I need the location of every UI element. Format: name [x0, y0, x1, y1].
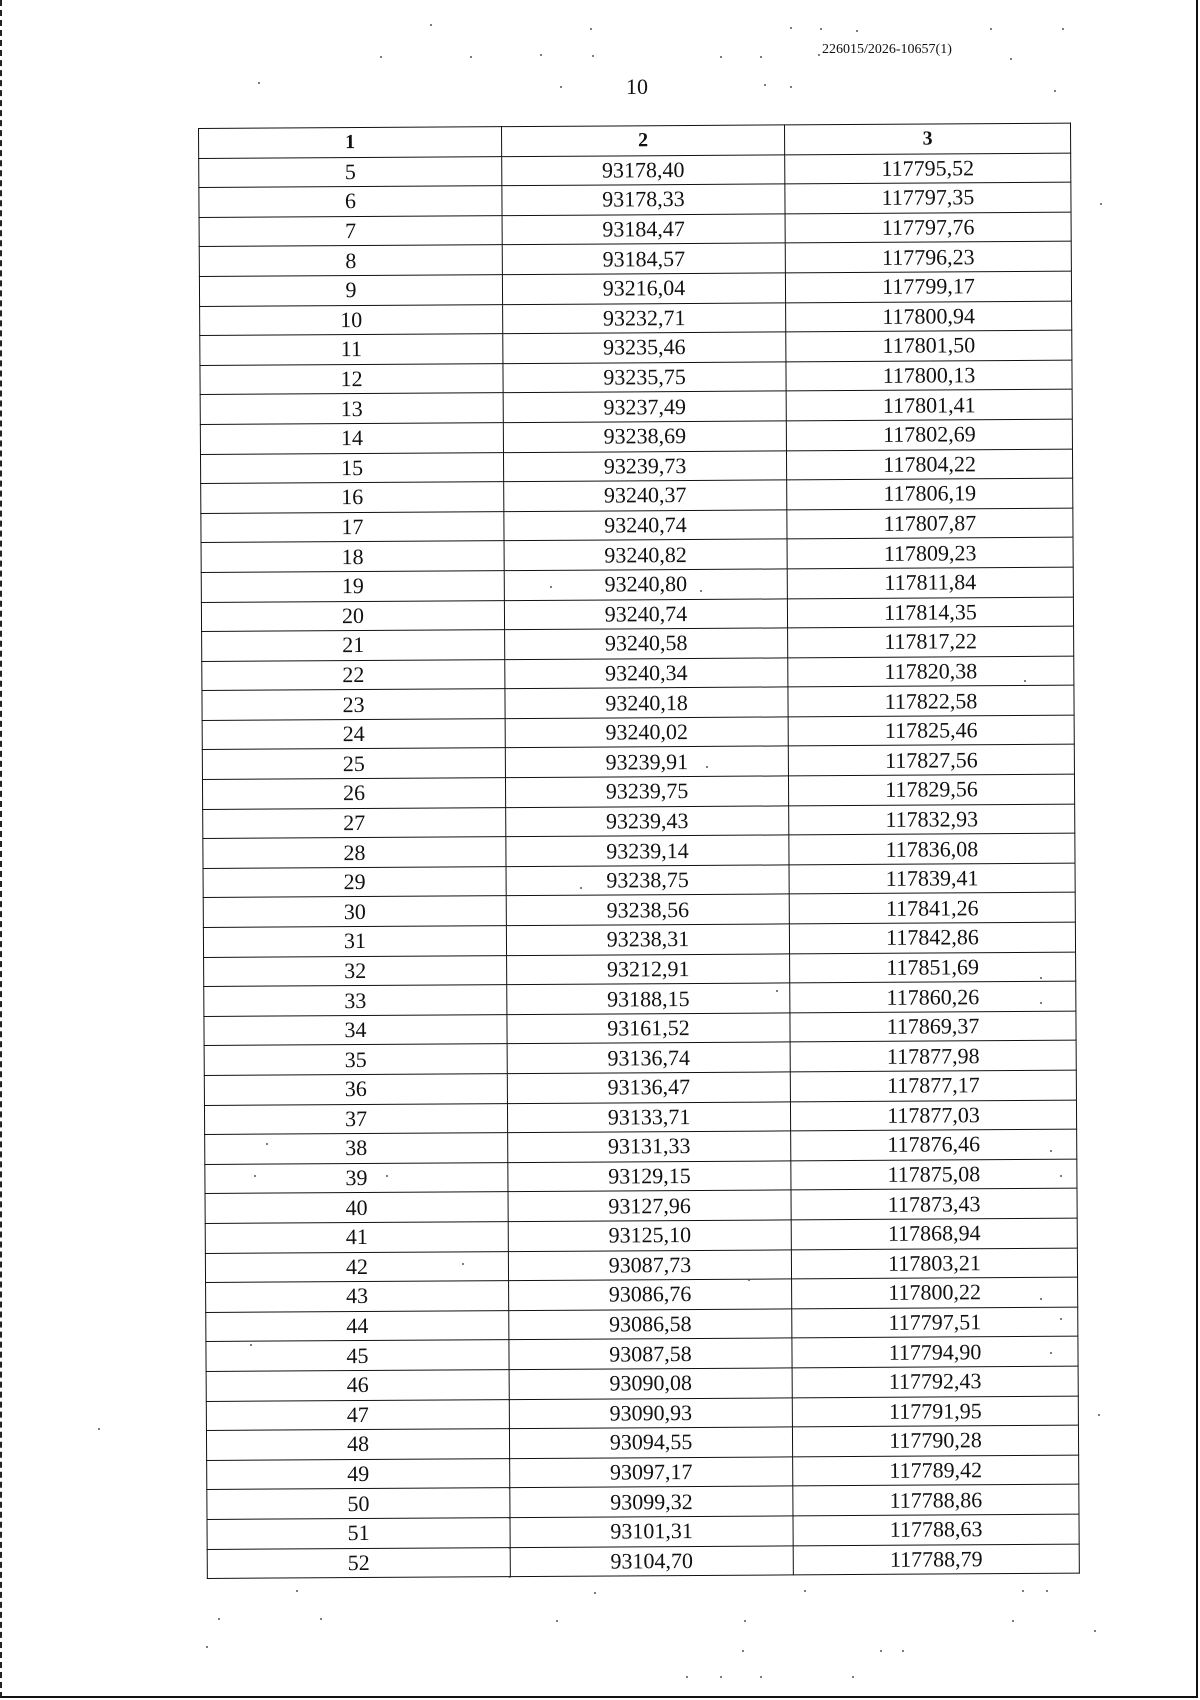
cell-x-coordinate: 93133,71	[507, 1101, 790, 1132]
cell-y-coordinate: 117832,93	[789, 804, 1075, 835]
speck	[594, 1592, 596, 1594]
speck	[470, 56, 472, 58]
cell-point-number: 28	[203, 837, 506, 868]
cell-y-coordinate: 117841,26	[789, 893, 1075, 924]
cell-x-coordinate: 93087,58	[509, 1338, 792, 1369]
cell-y-coordinate: 117797,51	[792, 1307, 1078, 1338]
cell-x-coordinate: 93216,04	[502, 273, 785, 304]
cell-point-number: 47	[206, 1399, 509, 1430]
cell-point-number: 9	[199, 275, 502, 306]
cell-x-coordinate: 93235,46	[503, 332, 786, 363]
speck	[790, 27, 792, 29]
cell-y-coordinate: 117877,03	[790, 1100, 1076, 1131]
cell-y-coordinate: 117825,46	[788, 715, 1074, 746]
cell-point-number: 44	[206, 1310, 509, 1341]
cell-x-coordinate: 93239,43	[506, 806, 789, 837]
cell-x-coordinate: 93240,34	[505, 658, 788, 689]
cell-y-coordinate: 117869,37	[790, 1011, 1076, 1042]
cell-y-coordinate: 117877,17	[790, 1070, 1076, 1101]
speck	[1012, 1620, 1014, 1622]
table-row	[207, 1544, 1079, 1579]
cell-point-number: 22	[202, 659, 505, 690]
page-number: 10	[626, 74, 648, 99]
cell-y-coordinate: 117822,58	[788, 685, 1074, 716]
speck	[818, 54, 820, 56]
cell-x-coordinate: 93188,15	[507, 983, 790, 1014]
cell-x-coordinate: 93235,75	[503, 362, 786, 393]
cell-x-coordinate: 93240,02	[505, 717, 788, 748]
speck	[462, 1263, 464, 1265]
speck	[1060, 1175, 1062, 1177]
cell-x-coordinate: 93087,73	[508, 1249, 791, 1280]
speck	[250, 1344, 252, 1346]
cell-x-coordinate: 93212,91	[507, 954, 790, 985]
speck	[748, 1279, 750, 1281]
cell-y-coordinate: 117796,23	[785, 242, 1071, 273]
speck	[540, 54, 542, 56]
speck	[744, 1620, 746, 1622]
cell-point-number: 11	[200, 334, 503, 365]
cell-point-number: 20	[201, 600, 504, 631]
cell-y-coordinate: 117800,22	[792, 1277, 1078, 1308]
speck	[742, 1650, 744, 1652]
cell-point-number: 50	[207, 1488, 510, 1519]
cell-x-coordinate: 93129,15	[508, 1161, 791, 1192]
speck	[1024, 680, 1026, 682]
cell-point-number: 7	[199, 215, 502, 246]
speck	[820, 28, 822, 30]
speck	[700, 590, 702, 592]
cell-x-coordinate: 93094,55	[509, 1427, 792, 1458]
cell-point-number: 17	[201, 511, 504, 542]
cell-y-coordinate: 117829,56	[788, 774, 1074, 805]
cell-y-coordinate: 117876,46	[791, 1129, 1077, 1160]
speck	[856, 30, 858, 32]
cell-y-coordinate: 117803,21	[791, 1248, 1077, 1279]
cell-x-coordinate: 93232,71	[503, 302, 786, 333]
cell-x-coordinate: 93178,40	[502, 155, 785, 186]
cell-x-coordinate: 93086,58	[509, 1309, 792, 1340]
speck	[98, 1428, 100, 1430]
cell-x-coordinate: 93136,74	[507, 1042, 790, 1073]
cell-x-coordinate: 93239,73	[503, 450, 786, 481]
cell-y-coordinate: 117809,23	[787, 537, 1073, 568]
cell-x-coordinate: 93240,82	[504, 539, 787, 570]
cell-point-number: 18	[201, 541, 504, 572]
speck	[320, 1618, 322, 1620]
speck	[1046, 1590, 1048, 1592]
cell-point-number: 45	[206, 1340, 509, 1371]
speck	[556, 1620, 558, 1622]
cell-y-coordinate: 117842,86	[789, 922, 1075, 953]
cell-point-number: 40	[205, 1192, 508, 1223]
cell-y-coordinate: 117804,22	[786, 449, 1072, 480]
cell-point-number: 52	[207, 1547, 510, 1578]
cell-point-number: 35	[204, 1044, 507, 1075]
table-body	[199, 153, 1080, 1579]
cell-point-number: 34	[204, 1014, 507, 1045]
cell-y-coordinate: 117827,56	[788, 745, 1074, 776]
cell-point-number: 46	[206, 1370, 509, 1401]
cell-point-number: 31	[203, 926, 506, 957]
cell-y-coordinate: 117873,43	[791, 1189, 1077, 1220]
cell-point-number: 26	[202, 778, 505, 809]
cell-y-coordinate: 117860,26	[790, 981, 1076, 1012]
cell-x-coordinate: 93240,80	[504, 569, 787, 600]
cell-point-number: 42	[205, 1251, 508, 1282]
cell-point-number: 24	[202, 719, 505, 750]
cell-y-coordinate: 117802,69	[786, 419, 1072, 450]
speck	[1062, 28, 1064, 30]
cell-x-coordinate: 93239,91	[505, 746, 788, 777]
cell-y-coordinate: 117817,22	[788, 626, 1074, 657]
cell-point-number: 16	[201, 482, 504, 513]
cell-point-number: 27	[203, 807, 506, 838]
cell-y-coordinate: 117814,35	[787, 597, 1073, 628]
cell-x-coordinate: 93239,14	[506, 835, 789, 866]
cell-y-coordinate: 117800,13	[786, 360, 1072, 391]
cell-x-coordinate: 93161,52	[507, 1013, 790, 1044]
cell-y-coordinate: 117788,79	[793, 1544, 1079, 1575]
speck	[218, 1618, 220, 1620]
cell-y-coordinate: 117839,41	[789, 863, 1075, 894]
speck	[590, 28, 592, 30]
cell-y-coordinate: 117807,87	[787, 508, 1073, 539]
cell-y-coordinate: 117836,08	[789, 833, 1075, 864]
document-number: 226015/2026-10657(1)	[822, 42, 952, 57]
cell-x-coordinate: 93104,70	[510, 1545, 793, 1576]
speck	[550, 586, 552, 588]
cell-y-coordinate: 117788,63	[793, 1514, 1079, 1545]
cell-point-number: 37	[204, 1103, 507, 1134]
speck	[296, 1590, 298, 1592]
cell-point-number: 49	[207, 1458, 510, 1489]
cell-x-coordinate: 93238,69	[503, 421, 786, 452]
cell-point-number: 21	[202, 630, 505, 661]
speck	[804, 1590, 806, 1592]
cell-y-coordinate: 117875,08	[791, 1159, 1077, 1190]
cell-point-number: 48	[206, 1429, 509, 1460]
cell-x-coordinate: 93125,10	[508, 1220, 791, 1251]
speck	[206, 1646, 208, 1648]
speck	[720, 56, 722, 58]
speck	[1040, 1002, 1042, 1004]
speck	[258, 82, 260, 84]
speck	[1100, 203, 1102, 205]
speck	[852, 1676, 854, 1678]
speck	[1094, 1630, 1096, 1632]
cell-x-coordinate: 93239,75	[505, 776, 788, 807]
speck	[560, 86, 562, 88]
cell-point-number: 19	[201, 571, 504, 602]
speck	[1098, 1414, 1100, 1416]
cell-point-number: 43	[206, 1281, 509, 1312]
cell-point-number: 5	[199, 156, 502, 187]
speck	[592, 55, 594, 57]
header-point-number: 1	[199, 127, 502, 158]
cell-y-coordinate: 117868,94	[791, 1218, 1077, 1249]
cell-x-coordinate: 93178,33	[502, 184, 785, 215]
cell-y-coordinate: 117797,35	[785, 182, 1071, 213]
cell-x-coordinate: 93090,93	[509, 1397, 792, 1428]
cell-x-coordinate: 93184,47	[502, 214, 785, 245]
speck	[580, 887, 582, 889]
cell-x-coordinate: 93097,17	[510, 1457, 793, 1488]
cell-y-coordinate: 117799,17	[785, 271, 1071, 302]
cell-point-number: 23	[202, 689, 505, 720]
cell-y-coordinate: 117788,86	[793, 1484, 1079, 1515]
cell-point-number: 39	[205, 1162, 508, 1193]
speck	[760, 56, 762, 58]
cell-x-coordinate: 93090,08	[509, 1368, 792, 1399]
cell-y-coordinate: 117811,84	[787, 567, 1073, 598]
cell-point-number: 12	[200, 363, 503, 394]
cell-x-coordinate: 93240,18	[505, 687, 788, 718]
speck	[380, 56, 382, 58]
cell-y-coordinate: 117797,76	[785, 212, 1071, 243]
header-x-coordinate: 2	[501, 125, 784, 156]
coordinates-table	[198, 123, 1080, 1579]
cell-x-coordinate: 93131,33	[508, 1131, 791, 1162]
cell-point-number: 51	[207, 1518, 510, 1549]
speck	[1050, 1150, 1052, 1152]
header-y-coordinate: 3	[784, 123, 1070, 154]
cell-x-coordinate: 93086,76	[509, 1279, 792, 1310]
cell-x-coordinate: 93240,37	[504, 480, 787, 511]
cell-point-number: 41	[205, 1222, 508, 1253]
cell-point-number: 25	[202, 748, 505, 779]
cell-y-coordinate: 117806,19	[787, 478, 1073, 509]
cell-point-number: 13	[200, 393, 503, 424]
cell-point-number: 32	[204, 955, 507, 986]
cell-x-coordinate: 93099,32	[510, 1486, 793, 1517]
cell-point-number: 15	[200, 452, 503, 483]
cell-point-number: 10	[200, 304, 503, 335]
speck	[1040, 977, 1042, 979]
speck	[1010, 58, 1012, 60]
cell-point-number: 30	[203, 896, 506, 927]
cell-y-coordinate: 117789,42	[793, 1455, 1079, 1486]
cell-x-coordinate: 93240,74	[504, 510, 787, 541]
cell-y-coordinate: 117801,50	[786, 330, 1072, 361]
cell-y-coordinate: 117790,28	[792, 1425, 1078, 1456]
cell-y-coordinate: 117795,52	[785, 153, 1071, 184]
speck	[266, 1143, 268, 1145]
speck	[386, 1175, 388, 1177]
cell-point-number: 38	[205, 1133, 508, 1164]
cell-x-coordinate: 93184,57	[502, 243, 785, 274]
speck	[1050, 1352, 1052, 1354]
cell-y-coordinate: 117820,38	[788, 656, 1074, 687]
cell-y-coordinate: 117794,90	[792, 1336, 1078, 1367]
cell-y-coordinate: 117792,43	[792, 1366, 1078, 1397]
cell-x-coordinate: 93127,96	[508, 1190, 791, 1221]
speck	[720, 1676, 722, 1678]
cell-point-number: 6	[199, 186, 502, 217]
speck	[776, 990, 778, 992]
speck	[706, 766, 708, 768]
cell-x-coordinate: 93101,31	[510, 1516, 793, 1547]
speck	[990, 28, 992, 30]
speck	[254, 1175, 256, 1177]
cell-point-number: 33	[204, 985, 507, 1016]
cell-y-coordinate: 117801,41	[786, 390, 1072, 421]
speck	[430, 24, 432, 26]
cell-x-coordinate: 93238,75	[506, 865, 789, 896]
speck	[764, 84, 766, 86]
cell-x-coordinate: 93240,58	[505, 628, 788, 659]
speck	[880, 1650, 882, 1652]
cell-point-number: 8	[199, 245, 502, 276]
speck	[790, 86, 792, 88]
cell-point-number: 36	[204, 1074, 507, 1105]
speck	[1040, 1298, 1042, 1300]
cell-y-coordinate: 117800,94	[786, 301, 1072, 332]
speck	[902, 1650, 904, 1652]
cell-x-coordinate: 93237,49	[503, 391, 786, 422]
cell-point-number: 29	[203, 866, 506, 897]
cell-x-coordinate: 93238,56	[506, 894, 789, 925]
cell-y-coordinate: 117877,98	[790, 1041, 1076, 1072]
speck	[1060, 1318, 1062, 1320]
cell-point-number: 14	[200, 423, 503, 454]
cell-y-coordinate: 117791,95	[792, 1396, 1078, 1427]
cell-y-coordinate: 117851,69	[790, 952, 1076, 983]
speck	[1022, 1590, 1024, 1592]
cell-x-coordinate: 93240,74	[504, 598, 787, 629]
speck	[686, 1676, 688, 1678]
cell-x-coordinate: 93238,31	[506, 924, 789, 955]
speck	[760, 1676, 762, 1678]
cell-x-coordinate: 93136,47	[507, 1072, 790, 1103]
speck	[1054, 90, 1056, 92]
